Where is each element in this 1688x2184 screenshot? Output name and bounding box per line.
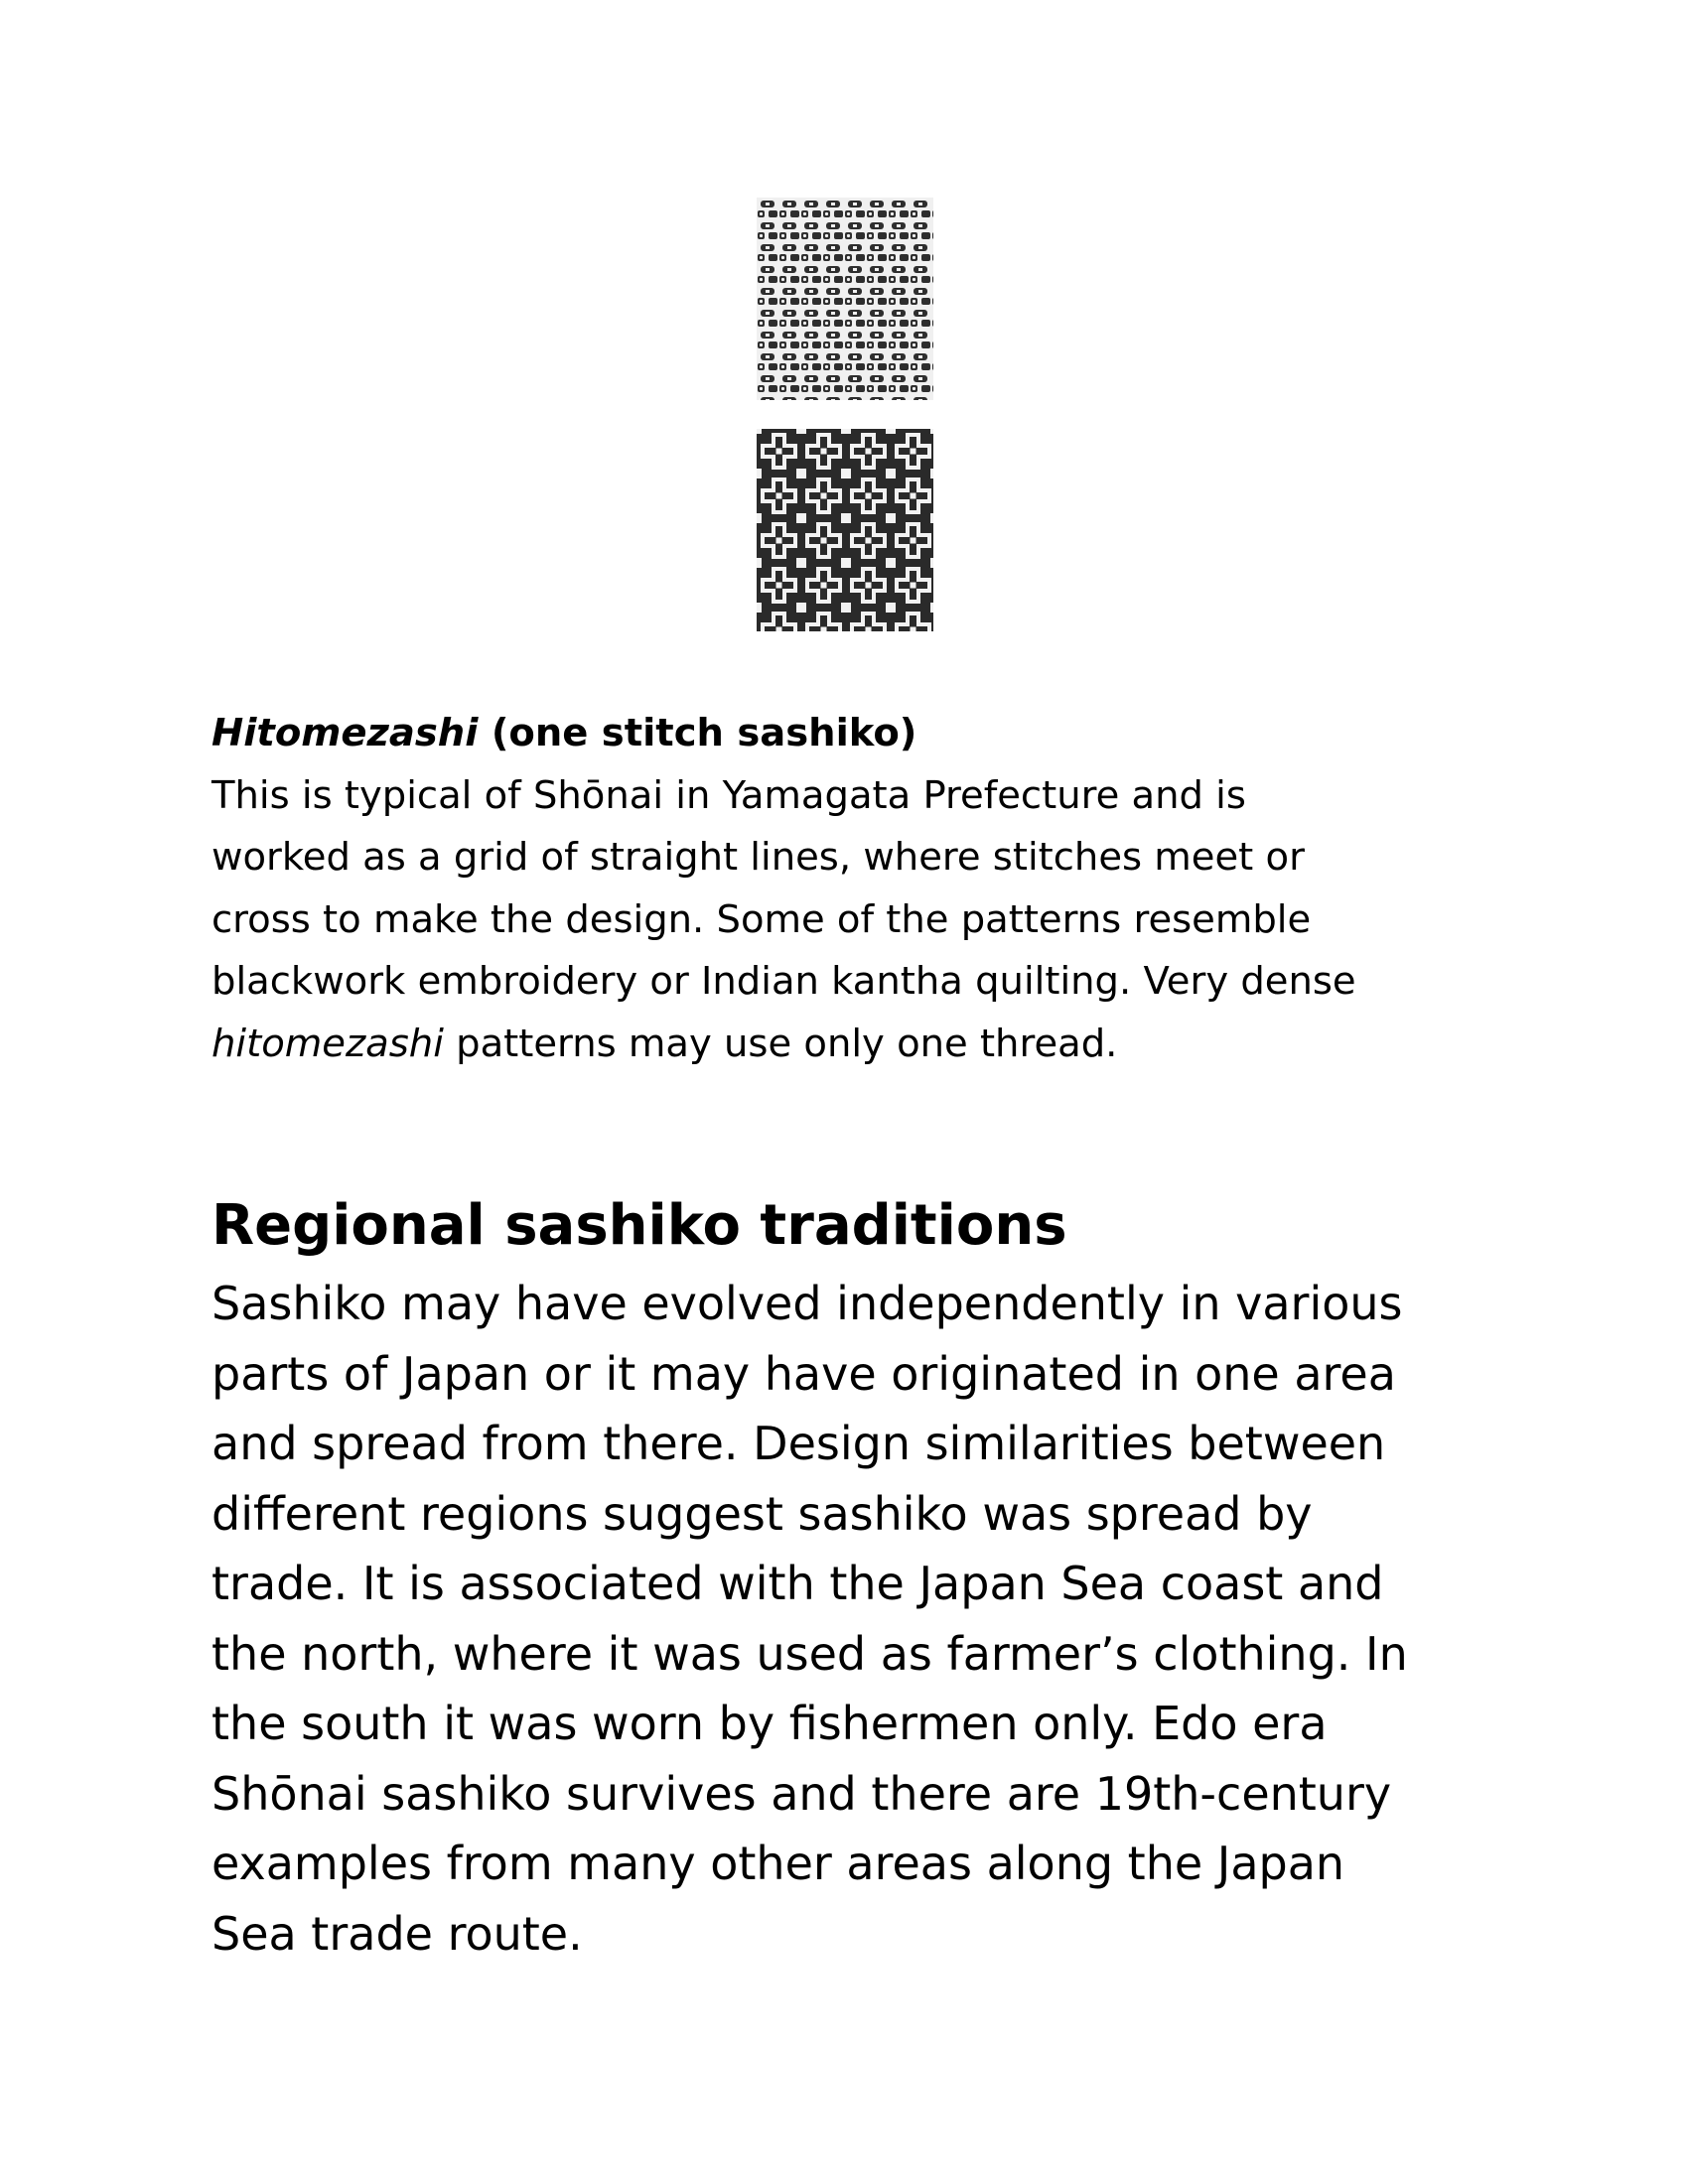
body-line: examples from many other areas along the Japan bbox=[211, 1837, 1345, 1890]
caption-line: cross to make the design. Some of the patterns resemble bbox=[211, 896, 1312, 942]
caption-line: blackwork embroidery or Indian kantha quilting. Very dense bbox=[211, 959, 1356, 1004]
caption-last-rest: patterns may use only one thread. bbox=[443, 1021, 1118, 1066]
caption-title-rest: (one stitch sashiko) bbox=[478, 711, 917, 755]
sashiko-pattern-swatch-bottom bbox=[757, 429, 933, 631]
body-line: and spread from there. Design similarities between bbox=[211, 1417, 1386, 1470]
section-body bbox=[211, 1269, 1502, 1969]
sashiko-pattern-swatch-top bbox=[757, 198, 933, 400]
body-line: Shōnai sashiko survives and there are 19th-century bbox=[211, 1766, 1392, 1821]
body-line: the south it was worn by fishermen only. Edo era bbox=[211, 1697, 1328, 1750]
caption-last-italic: hitomezashi bbox=[211, 1021, 444, 1066]
caption-line-last bbox=[211, 1014, 1502, 1076]
body-line: Sea trade route. bbox=[211, 1906, 583, 1961]
body-line: Sashiko may have evolved independently in various bbox=[211, 1277, 1403, 1330]
body-line: different regions suggest sashiko was spread by bbox=[211, 1486, 1313, 1541]
body-line: parts of Japan or it may have originated in one area bbox=[211, 1346, 1396, 1401]
image-caption bbox=[211, 703, 1502, 1075]
article-section bbox=[211, 1183, 1502, 1969]
section-heading: Regional sashiko traditions bbox=[211, 1193, 1067, 1258]
caption-line: This is typical of Shōnai in Yamagata Prefecture and is bbox=[211, 772, 1246, 818]
caption-title bbox=[211, 703, 1502, 765]
body-line: trade. It is associated with the Japan Sea coast and bbox=[211, 1557, 1384, 1610]
caption-title-italic: Hitomezashi bbox=[211, 711, 479, 755]
caption-line: worked as a grid of straight lines, where stitches meet or bbox=[211, 835, 1305, 880]
body-line: the north, where it was used as farmer’s clothing. In bbox=[211, 1626, 1408, 1681]
